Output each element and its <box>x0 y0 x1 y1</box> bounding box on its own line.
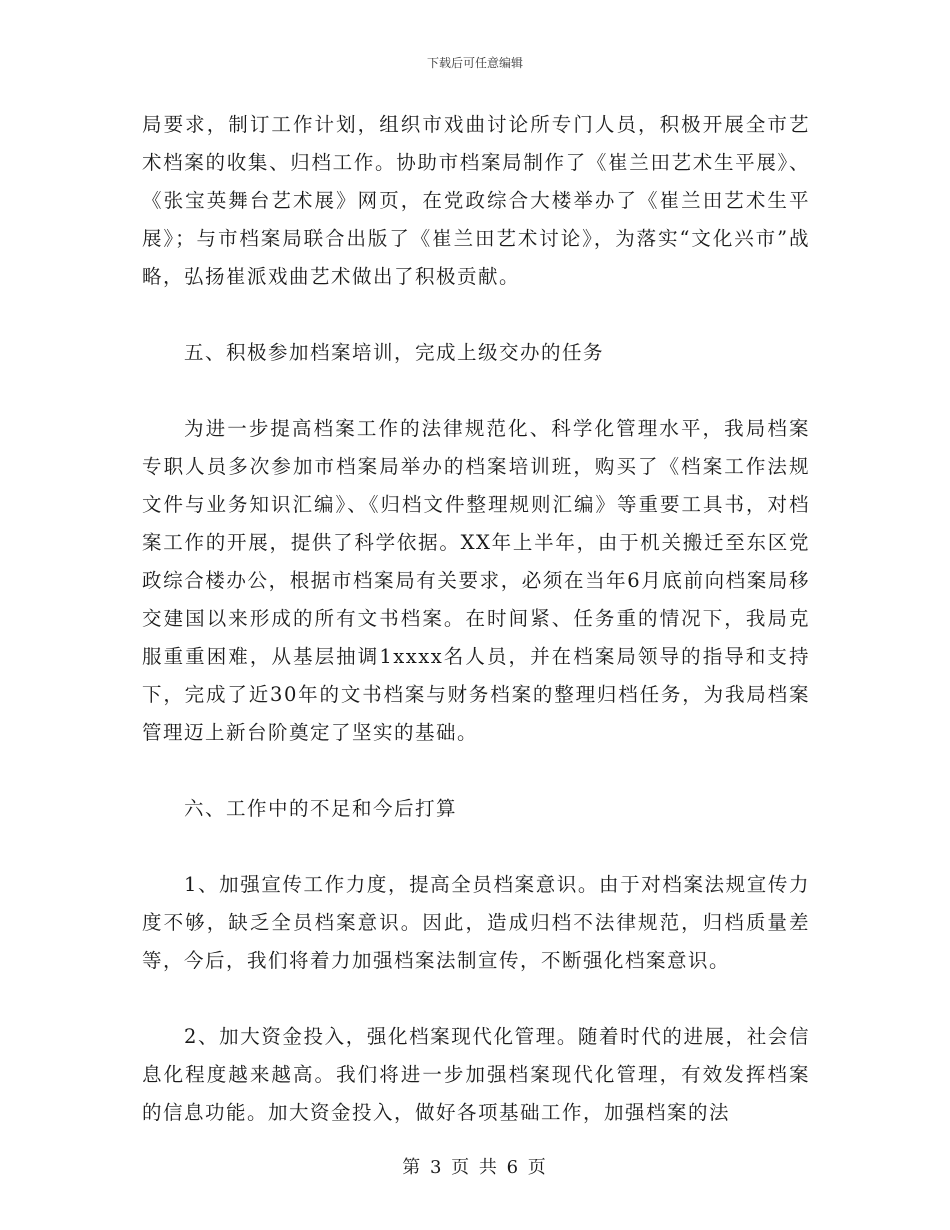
section-heading-5: 五、积极参加档案培训，完成上级交办的任务 <box>184 341 605 364</box>
document-body <box>142 106 810 1132</box>
paragraph-funding: 2、加大资金投入，强化档案现代化管理。随着时代的进展，社会信息化程度越来越高。我们将进一步加强档案现代化管理，有效发挥档案的信息功能。加大资金投入，做好各项基础工作，加强档案的法 <box>142 1025 810 1124</box>
section-heading-6: 六、工作中的不足和今后打算 <box>184 797 458 820</box>
paragraph-training: 为进一步提高档案工作的法律规范化、科学化管理水平，我局档案专职人员多次参加市档案局举办的档案培训班，购买了《档案工作法规文件与业务知识汇编》、《归档文件整理规则汇编》等重要工具书，对档案工作的开展，提供了科学依据。XX年上半年，由于机关搬迁至东区党政综合楼办公，根据市档案局有关要求，必须在当年6月底前向档案局移交建国以来形成的所有文书档案。在时间紧、任务重的情况下，我局克服重重困难，从基层抽调1xxxx名人员，并在档案局领导的指导和支持下，完成了近30年的文书档案与财务档案的整理归档任务，为我局档案管理迈上新台阶奠定了坚实的基础。 <box>142 417 810 744</box>
paragraph-continuation: 局要求，制订工作计划，组织市戏曲讨论所专门人员，积极开展全市艺术档案的收集、归档工作。协助市档案局制作了《崔兰田艺术生平展》、《张宝英舞台艺术展》网页，在党政综合大楼举办了《崔兰田艺术生平展》；与市档案局联合出版了《崔兰田艺术讨论》，为落实“文化兴市”战略，弘扬崔派戏曲艺术做出了积极贡献。 <box>142 113 810 288</box>
paragraph-publicity: 1、加强宣传工作力度，提高全员档案意识。由于对档案法规宣传力度不够，缺乏全员档案意识。因此，造成归档不法律规范，归档质量差等，今后，我们将着力加强档案法制宣传，不断强化档案意识。 <box>142 873 810 972</box>
page-number: 第 3 页 共 6 页 <box>402 1157 548 1178</box>
page-header: 下载后可任意编辑 <box>426 56 523 70</box>
